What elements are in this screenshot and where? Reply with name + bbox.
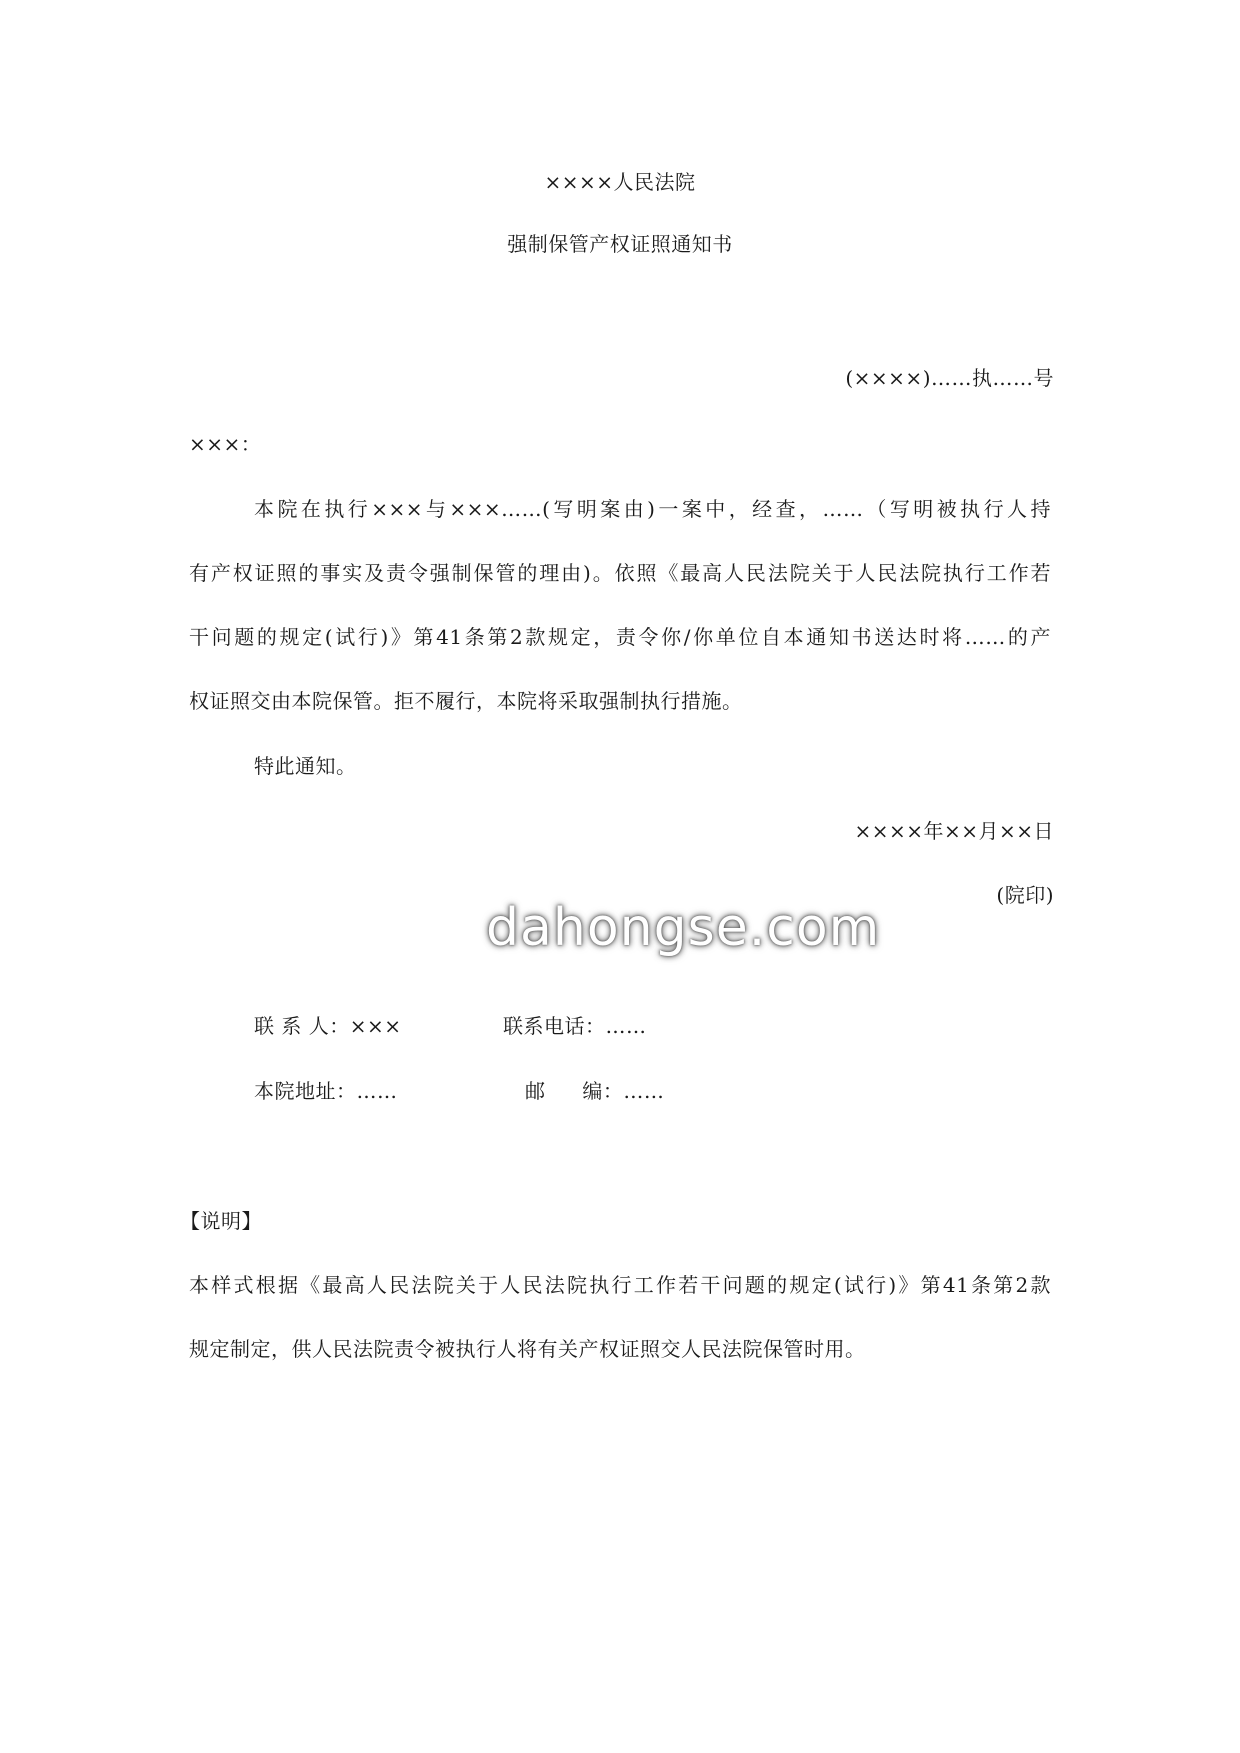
court-seal: (院印) [996,883,1054,907]
closing-text: 特此通知。 [254,754,357,778]
contact-person-value: ××× [349,1014,402,1038]
body-line-3: 干问题的规定(试行)》第41条第2款规定，责令你/你单位自本通知书送达时将……的产 [189,625,1051,649]
document-title: 强制保管产权证照通知书 [507,232,733,256]
body-line-2: 有产权证照的事实及责令强制保管的理由)。依照《最高人民法院关于人民法院执行工作若 [189,561,1051,585]
court-name: ××××人民法院 [544,170,696,194]
postcode [525,1077,664,1105]
contact-person [254,1012,402,1040]
body-line-4: 权证照交由本院保管。拒不履行，本院将采取强制执行措施。 [189,689,743,713]
document-date: ××××年××月××日 [854,819,1054,843]
watermark-text: dahongse.com [486,898,881,958]
explanation-line-2: 规定制定，供人民法院责令被执行人将有关产权证照交人民法院保管时用。 [189,1337,866,1361]
contact-person-label: 联 系 人： [254,1014,350,1038]
address-value: …… [356,1079,398,1103]
case-number: (××××)……执……号 [845,366,1054,390]
addressee: ×××： [189,432,262,456]
court-address [254,1077,398,1105]
contact-phone [503,1012,647,1040]
explanation-heading: 【说明】 [180,1209,262,1233]
postcode-value: …… [623,1079,665,1103]
phone-value: …… [605,1014,647,1038]
explanation-line-1: 本样式根据《最高人民法院关于人民法院执行工作若干问题的规定(试行)》第41条第2款 [189,1273,1051,1297]
phone-label: 联系电话： [503,1014,606,1038]
postcode-label: 邮 编： [525,1079,624,1103]
address-label: 本院地址： [254,1079,357,1103]
body-line-1: 本院在执行×××与×××……(写明案由)一案中，经查，……（写明被执行人持 [254,497,1051,521]
